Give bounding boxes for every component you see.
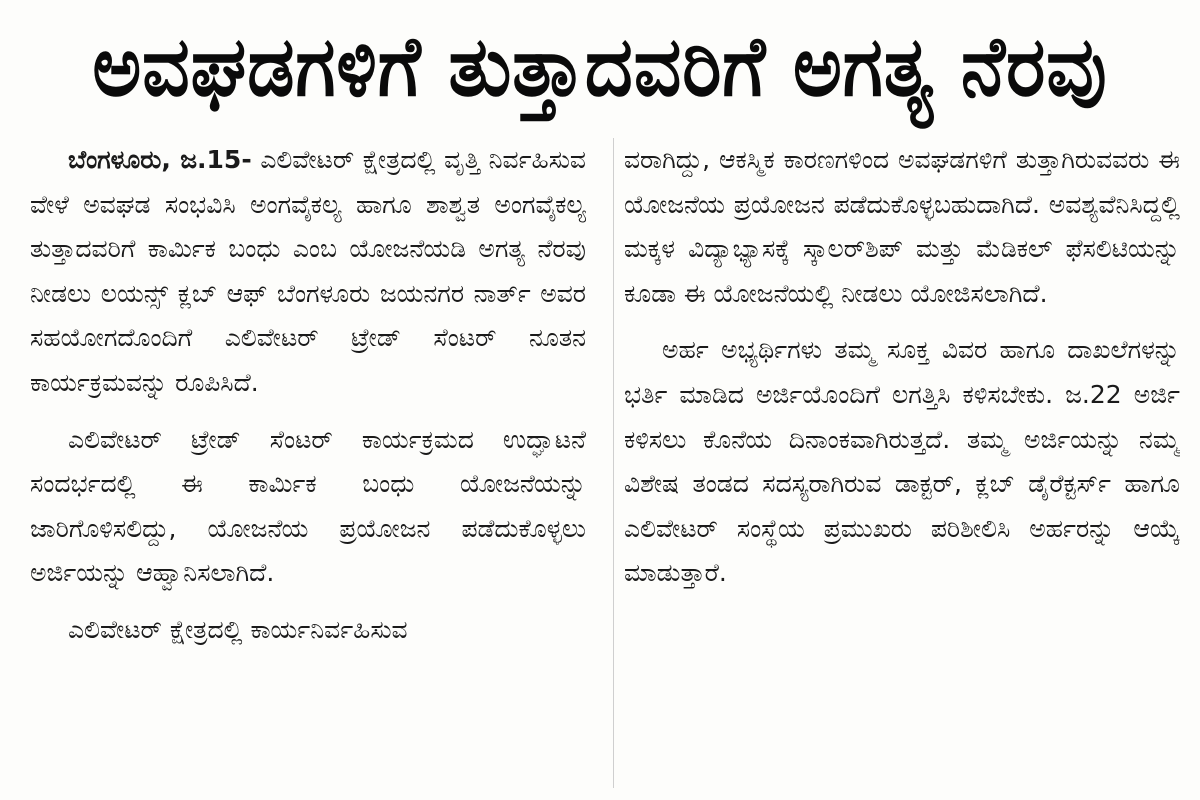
- article-body: [30, 138, 1180, 788]
- column-left: [30, 138, 586, 788]
- paragraph: ಎಲಿವೇಟರ್ ಟ್ರೇಡ್ ಸೆಂಟರ್ ಕಾರ್ಯಕ್ರಮದ ಉದ್ಘಾಟನೆ ಸಂದರ್ಭದಲ್ಲಿ ಈ ಕಾರ್ಮಿಕ ಬಂಧು ಯೋಜನೆಯನ್ನು ಜಾರಿಗೊಳಿಸಲಿದ್ದು, ಯೋಜನೆಯ ಪ್ರಯೋಜನ ಪಡೆದುಕೊಳ್ಳಲು ಅರ್ಜಿಯನ್ನು ಆಹ್ವಾನಿಸಲಾಗಿದೆ.: [30, 424, 586, 588]
- paragraph-text: ಎಲಿವೇಟರ್ ಕ್ಷೇತ್ರದಲ್ಲಿ ವೃತ್ತಿ ನಿರ್ವಹಿಸುವ ವೇಳೆ ಅವಘಡ ಸಂಭವಿಸಿ ಅಂಗವೈಕಲ್ಯ ಹಾಗೂ ಶಾಶ್ವತ ಅಂಗವೈಕಲ್ಯ ತುತ್ತಾದವರಿಗೆ ಕಾರ್ಮಿಕ ಬಂಧು ಎಂಬ ಯೋಜನೆಯಡಿ ಅಗತ್ಯ ನೆರವು ನೀಡಲು ಲಯನ್ಸ್ ಕ್ಲಬ್ ಆಫ್ ಬೆಂಗಳೂರು ಜಯನಗರ ನಾರ್ತ್ ಅವರ ಸಹಯೋಗದೊಂದಿಗೆ ಎಲಿವೇಟರ್ ಟ್ರೇಡ್ ಸೆಂಟರ್ ನೂತನ ಕಾರ್ಯಕ್ರಮವನ್ನು ರೂಪಿಸಿದೆ.: [30, 145, 586, 397]
- paragraph: ವರಾಗಿದ್ದು, ಆಕಸ್ಮಿಕ ಕಾರಣಗಳಿಂದ ಅವಘಡಗಳಿಗೆ ತುತ್ತಾಗಿರುವವರು ಈ ಯೋಜನೆಯ ಪ್ರಯೋಜನ ಪಡೆದುಕೊಳ್ಳಬಹುದಾಗಿದೆ. ಅವಶ್ಯವೆನಿಸಿದ್ದಲ್ಲಿ ಮಕ್ಕಳ ವಿದ್ಯಾಭ್ಯಾಸಕ್ಕೆ ಸ್ಕಾಲರ್‌ಶಿಪ್ ಮತ್ತು ಮೆಡಿಕಲ್ ಫೆಸಲಿಟಿಯನ್ನು ಕೂಡಾ ಈ ಯೋಜನೆಯಲ್ಲಿ ನೀಡಲು ಯೋಜಿಸಲಾಗಿದೆ.: [624, 145, 1180, 308]
- column-right: [624, 138, 1180, 788]
- dateline: ಬೆಂಗಳೂರು, ಜ.15-: [68, 145, 252, 174]
- paragraph: ಅರ್ಹ ಅಭ್ಯರ್ಥಿಗಳು ತಮ್ಮ ಸೂಕ್ತ ವಿವರ ಹಾಗೂ ದಾಖಲೆಗಳನ್ನು ಭರ್ತಿ ಮಾಡಿದ ಅರ್ಜಿಯೊಂದಿಗೆ ಲಗತ್ತಿಸಿ ಕಳಿಸಬೇಕು. ಜ.22 ಅರ್ಜಿ ಕಳಿಸಲು ಕೊನೆಯ ದಿನಾಂಕವಾಗಿರುತ್ತದೆ. ತಮ್ಮ ಅರ್ಜಿಯನ್ನು ನಮ್ಮ ವಿಶೇಷ ತಂಡದ ಸದಸ್ಯರಾಗಿರುವ ಡಾಕ್ಟರ್, ಕ್ಲಬ್ ಡೈರೆಕ್ಟರ್ಸ್ ಹಾಗೂ ಎಲಿವೇಟರ್ ಸಂಸ್ಥೆಯ ಪ್ರಮುಖರು ಪರಿಶೀಲಿಸಿ ಅರ್ಹರನ್ನು ಆಯ್ಕೆ ಮಾಡುತ್ತಾರೆ.: [624, 335, 1180, 588]
- headline: ಅವಘಡಗಳಿಗೆ ತುತ್ತಾದವರಿಗೆ ಅಗತ್ಯ ನೆರವು: [92, 18, 1108, 115]
- paragraph: [30, 138, 586, 406]
- paragraph: ಎಲಿವೇಟರ್ ಕ್ಷೇತ್ರದಲ್ಲಿ ಕಾರ್ಯನಿರ್ವಹಿಸುವ: [68, 614, 408, 644]
